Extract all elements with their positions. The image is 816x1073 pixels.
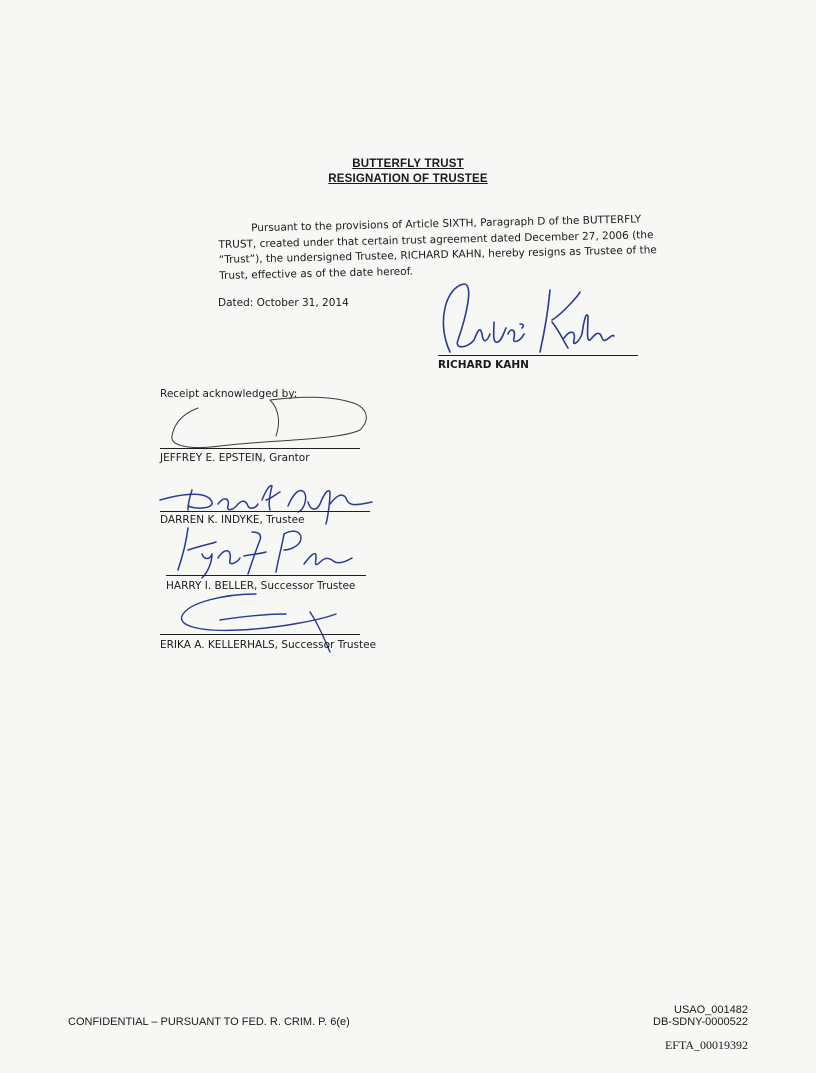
- body-line-1: Pursuant to the provisions of Article SIXTH, Paragraph D of the BUTTERFLY: [251, 213, 642, 235]
- indyke-role: , Trustee: [259, 514, 305, 526]
- body-paragraph: [218, 212, 659, 284]
- richard-kahn-signature: [428, 282, 628, 357]
- epstein-name-block: [160, 452, 310, 464]
- richard-kahn-name: RICHARD KAHN: [438, 359, 529, 371]
- db-sdny-bates-number: DB-SDNY-0000522: [653, 1016, 748, 1028]
- epstein-name: JEFFREY E. EPSTEIN: [160, 452, 263, 464]
- document-title: BUTTERFLY TRUST: [352, 158, 464, 170]
- indyke-signature-line: [160, 511, 370, 512]
- richard-kahn-signature-line: [438, 355, 638, 356]
- body-line-4: Trust, effective as of the date hereof.: [219, 265, 414, 282]
- body-line-3: “Trust”), the undersigned Trustee, RICHARD KAHN, hereby resigns as Trustee of the: [218, 244, 657, 266]
- kellerhals-name: ERIKA A. KELLERHALS: [160, 639, 275, 651]
- dated-line: Dated: October 31, 2014: [218, 297, 349, 309]
- beller-signature-line: [166, 575, 366, 576]
- beller-name: HARRY I. BELLER: [166, 580, 254, 592]
- epstein-signature-line: [160, 448, 360, 449]
- receipt-acknowledged-label: Receipt acknowledged by:: [160, 388, 298, 400]
- document-subtitle: RESIGNATION OF TRUSTEE: [328, 173, 488, 185]
- body-line-2: TRUST, created under that certain trust agreement dated December 27, 2006 (the: [218, 228, 654, 251]
- epstein-role: , Grantor: [262, 452, 310, 464]
- confidential-notice: CONFIDENTIAL – PURSUANT TO FED. R. CRIM. P. 6(e): [68, 1016, 350, 1028]
- efta-bates-number: EFTA_00019392: [664, 1038, 748, 1052]
- kellerhals-signature-line: [160, 634, 360, 635]
- kellerhals-name-block: [160, 639, 376, 651]
- usao-bates-number: USAO_001482: [674, 1004, 748, 1016]
- epstein-signature: [160, 390, 380, 460]
- beller-role: , Successor Trustee: [254, 580, 356, 592]
- indyke-name: DARREN K. INDYKE: [160, 514, 260, 526]
- kellerhals-role: , Successor Trustee: [274, 639, 377, 651]
